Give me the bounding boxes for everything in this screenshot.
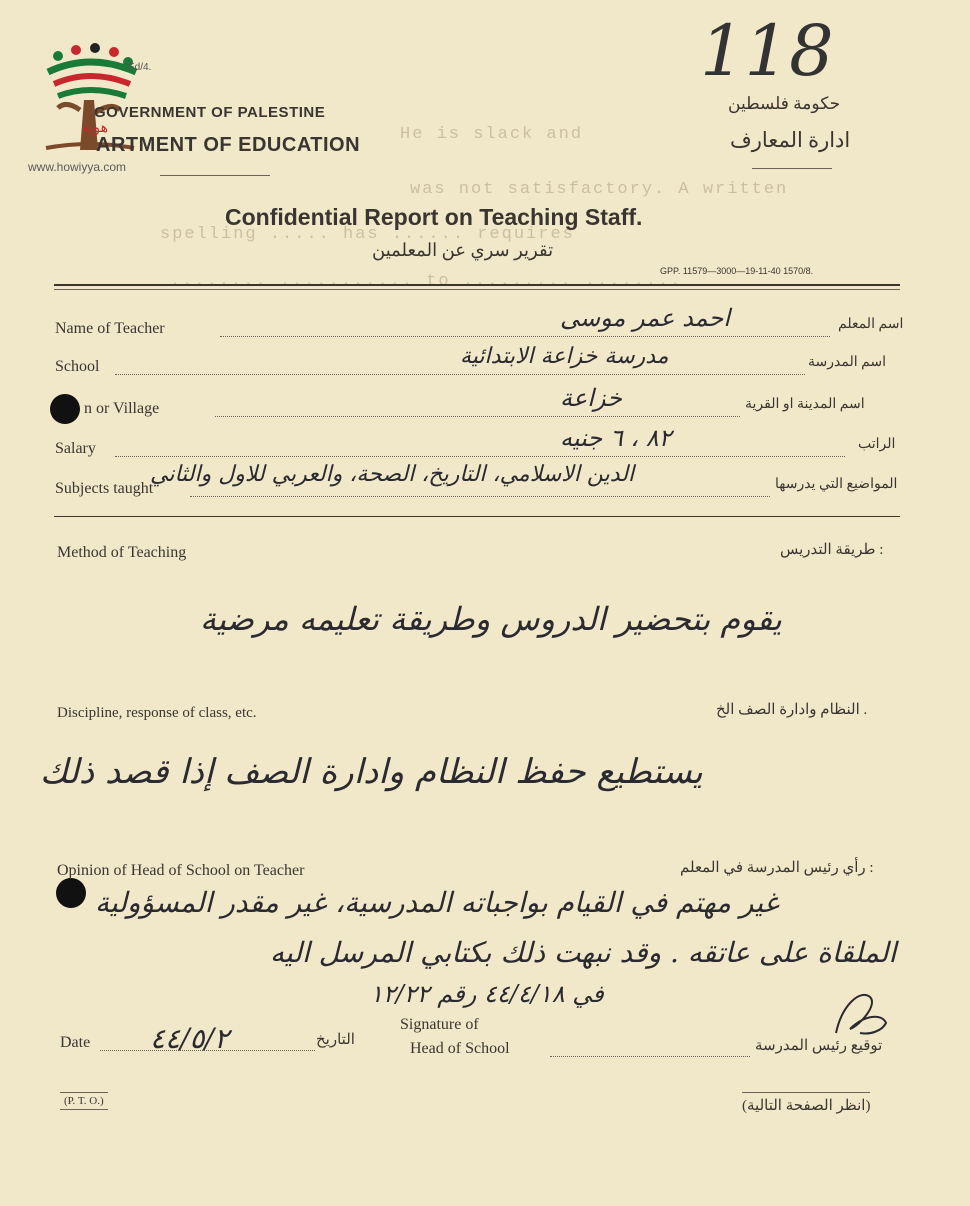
top-rule — [54, 284, 900, 286]
label-subjects: Subjects taught — [55, 480, 154, 497]
label-discipline-ar: النظام وادارة الصف الخ . — [716, 702, 868, 718]
top-rule-thin — [54, 289, 900, 290]
divider — [752, 168, 832, 169]
divider — [160, 175, 270, 176]
bleed-through-text: was not satisfactory. A written — [410, 180, 789, 199]
label-opinion-ar: رأي رئيس المدرسة في المعلم : — [680, 860, 874, 876]
value-school: مدرسة خزاعة الابتدائية — [460, 344, 669, 369]
opinion-line-3: في ٤٤/٤/١٨ رقم ١٢/٢٢ — [370, 980, 604, 1008]
dotted-line — [190, 496, 770, 497]
value-method: يقوم بتحضير الدروس وطريقة تعليمه مرضية — [200, 600, 782, 638]
bleed-through-text: He is slack and — [400, 125, 584, 144]
label-signature-1: Signature of — [400, 1016, 479, 1033]
label-subjects-ar: المواضيع التي يدرسها — [775, 477, 898, 492]
department-title: ARTMENT OF EDUCATION — [96, 134, 361, 156]
logo-url: www.howiyya.com — [28, 160, 127, 174]
value-subjects: الدين الاسلامي، التاريخ، الصحة، والعربي للاول والثاني — [150, 462, 635, 487]
label-opinion: Opinion of Head of School on Teacher — [57, 862, 305, 879]
report-title: Confidential Report on Teaching Staff. — [225, 204, 643, 230]
bleed-through-text: spelling ..... has ...... requires — [160, 225, 575, 244]
label-method: Method of Teaching — [57, 544, 187, 561]
value-village: خزاعة — [560, 384, 622, 412]
form-code: Ed/4. — [128, 62, 152, 73]
government-title: GOVERNMENT OF PALESTINE — [94, 104, 326, 121]
label-name-ar: اسم المعلم — [838, 317, 904, 332]
government-title-ar: حكومة فلسطين — [728, 94, 841, 113]
opinion-line-1: غير مهتم في القيام بواجباته المدرسية، غير مقدر المسؤولية — [95, 886, 779, 919]
report-title-ar: تقرير سري عن المعلمين — [372, 240, 554, 260]
value-salary: ٨٢ ، ٦ جنيه — [560, 424, 672, 452]
label-village: n or Village — [84, 400, 160, 417]
value-name: احمد عمر موسى — [560, 304, 731, 332]
page-number: 118 — [700, 10, 834, 92]
head-signature — [830, 985, 890, 1040]
value-discipline: يستطيع حفظ النظام وادارة الصف إذا قصد ذلك — [40, 752, 703, 792]
dotted-line — [550, 1056, 750, 1057]
punch-hole — [56, 878, 86, 908]
label-date: Date — [60, 1034, 91, 1051]
punch-hole — [50, 394, 80, 424]
label-discipline: Discipline, response of class, etc. — [57, 705, 257, 721]
value-date: ٤٤/٥/٢ — [150, 1022, 230, 1055]
dotted-line — [215, 416, 740, 417]
label-school: School — [55, 358, 100, 375]
bleed-through-text: ........ ........... to ......... ........ — [170, 272, 683, 291]
print-code: GPP. 11579—3000—19-11-40 1570/8. — [660, 266, 814, 276]
label-date-ar: التاريخ — [316, 1032, 355, 1048]
label-salary: Salary — [55, 440, 96, 457]
dotted-line — [220, 336, 830, 337]
label-name: Name of Teacher — [55, 320, 165, 337]
section-rule — [54, 516, 900, 517]
dotted-line — [115, 456, 845, 457]
pto-label: (P. T. O.) — [60, 1092, 108, 1110]
dotted-line — [115, 374, 805, 375]
label-signature-2: Head of School — [410, 1040, 510, 1057]
pto-label-ar: (انظر الصفحة التالية) — [742, 1092, 870, 1115]
svg-text:هوية: هوية — [82, 120, 109, 136]
label-method-ar: طريقة التدريس : — [780, 542, 884, 558]
label-salary-ar: الراتب — [858, 437, 896, 452]
signature-scribble-icon — [830, 985, 890, 1040]
label-school-ar: اسم المدرسة — [808, 355, 887, 370]
opinion-line-2: الملقاة على عاتقه . وقد نبهت ذلك بكتابي المرسل اليه — [270, 936, 897, 969]
department-title-ar: ادارة المعارف — [730, 128, 851, 152]
label-village-ar: اسم المدينة او القرية — [745, 397, 865, 412]
label-signature-ar: توقيع رئيس المدرسة — [755, 1038, 883, 1054]
